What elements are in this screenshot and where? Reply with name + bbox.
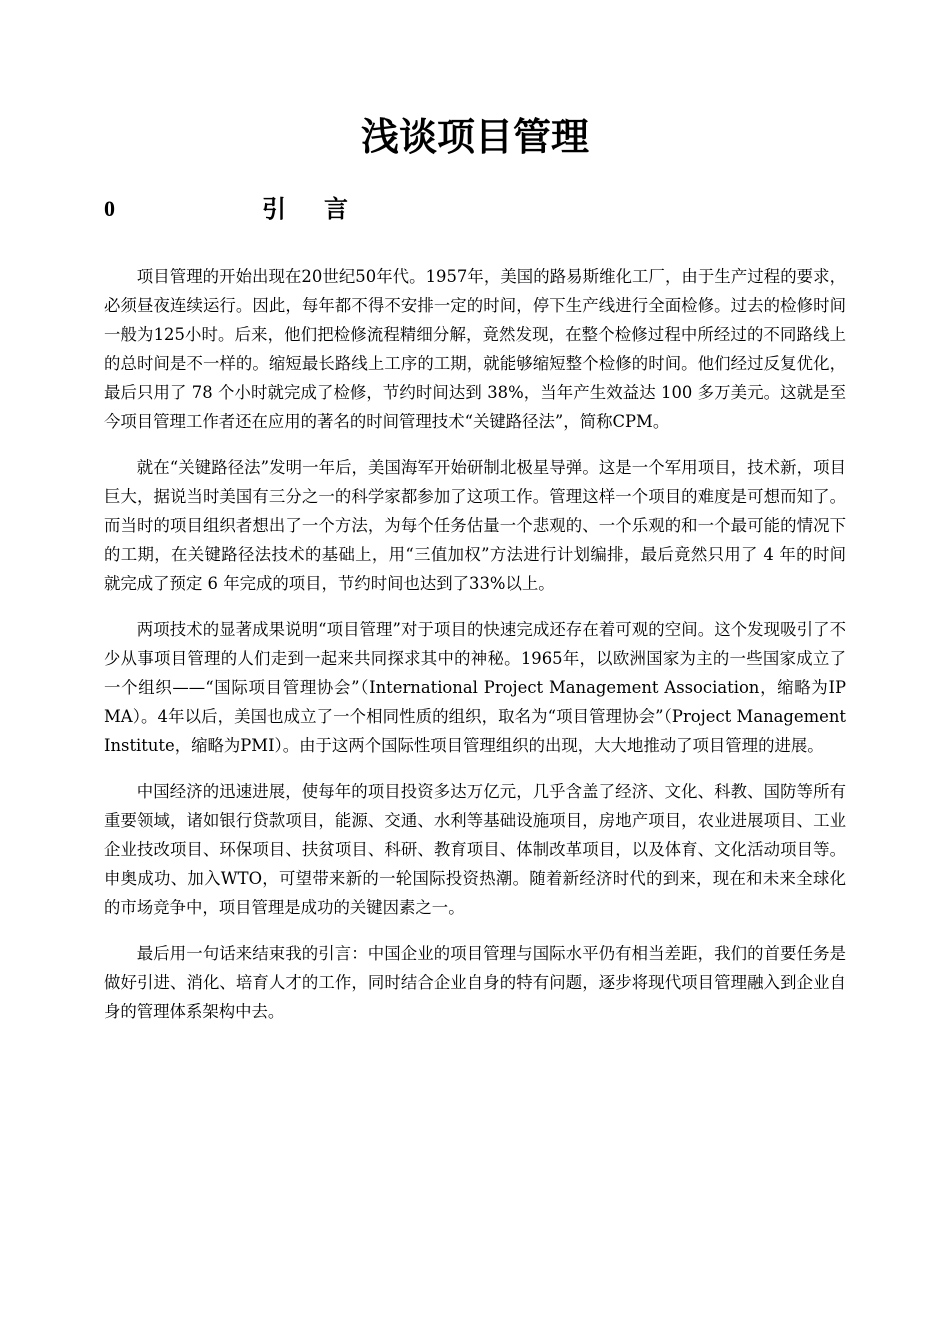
document-title: 浅谈项目管理	[360, 115, 589, 159]
paragraph-3: 两项技术的显著成果说明“项目管理”对于项目的快速完成还存在着可观的空间。这个发现吸引了不少从事项目管理的人们走到一起来共同探求其中的神秘。1965年，以欧洲国家为主的一些国家成立了一个组织——“国际项目管理协会”（International Project Management Association，缩略为IPMA）。4年以后，美国也成立了一个相同性质的组织，取名为“项目管理协会”（Project Management Institute，缩略为PMI）。由于这两个国际性项目管理组织的出现，大大地推动了项目管理的进展。	[104, 620, 846, 755]
paragraph-2: 就在“关键路径法”发明一年后，美国海军开始研制北极星导弹。这是一个军用项目，技术新，项目巨大，据说当时美国有三分之一的科学家都参加了这项工作。管理这样一个项目的难度是可想而知了。而当时的项目组织者想出了一个方法，为每个任务估量一个悲观的、一个乐观的和一个最可能的情况下的工期，在关键路径法技术的基础上，用“三值加权”方法进行计划编排，最后竟然只用了 4 年的时间就完成了预定 6 年完成的项目，节约时间也达到了33%以上。	[104, 458, 846, 593]
paragraph-1: 项目管理的开始出现在20世纪50年代。1957年，美国的路易斯维化工厂，由于生产过程的要求，必须昼夜连续运行。因此，每年都不得不安排一定的时间，停下生产线进行全面检修。过去的检修时间一般为125小时。后来，他们把检修流程精细分解，竟然发现，在整个检修过程中所经过的不同路线上的总时间是不一样的。缩短最长路线上工序的工期，就能够缩短整个检修的时间。他们经过反复优化，最后只用了 78 个小时就完成了检修，节约时间达到 38%，当年产生效益达 100 多万美元。这就是至今项目管理工作者还在应用的著名的时间管理技术“关键路径法”，简称CPM。	[104, 267, 846, 431]
paragraph-4: 中国经济的迅速进展，使每年的项目投资多达万亿元，几乎含盖了经济、文化、科教、国防等所有重要领域，诸如银行贷款项目，能源、交通、水利等基础设施项目，房地产项目，农业进展项目、工业企业技改项目、环保项目、扶贫项目、科研、教育项目、体制改革项目，以及体育、文化活动项目等。申奥成功、加入WTO，可望带来新的一轮国际投资热潮。随着新经济时代的到来，现在和未来全球化的市场竞争中，项目管理是成功的关键因素之一。	[104, 782, 846, 917]
section-number: 0	[104, 196, 115, 221]
body-text	[104, 262, 846, 1043]
section-title: 引言	[262, 194, 386, 223]
paragraph-5: 最后用一句话来结束我的引言：中国企业的项目管理与国际水平仍有相当差距，我们的首要任务是做好引进、消化、培育人才的工作，同时结合企业自身的特有问题，逐步将现代项目管理融入到企业自身的管理体系架构中去。	[104, 944, 846, 1021]
section-heading	[104, 192, 804, 226]
